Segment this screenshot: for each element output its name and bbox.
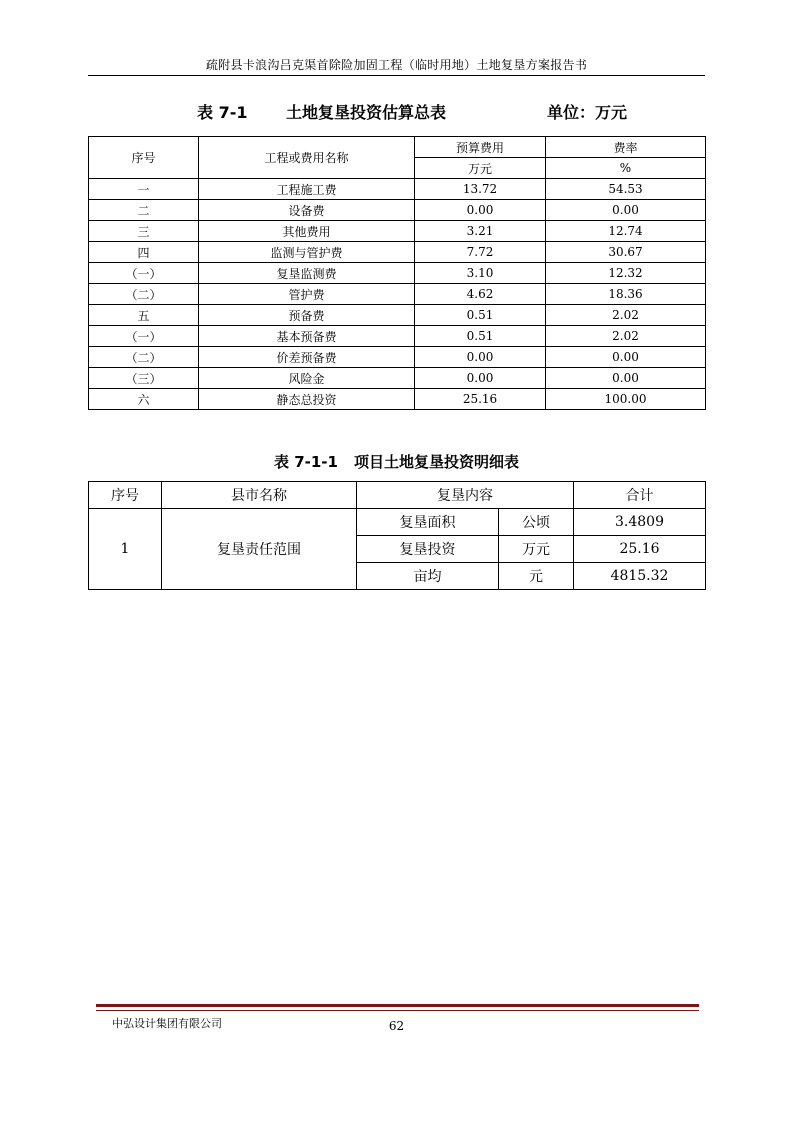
header-name: 工程或费用名称 xyxy=(199,137,415,179)
table-header-row xyxy=(89,137,706,158)
cell-name: 复垦监测费 xyxy=(199,263,415,284)
header-rate: 费率 xyxy=(546,137,706,158)
cell-budget: 0.51 xyxy=(415,305,546,326)
company-name: 中弘设计集团有限公司 xyxy=(112,1017,222,1030)
cell-seq: 二 xyxy=(89,200,199,221)
running-header: 疏附县卡浪沟吕克渠首除险加固工程（临时用地）土地复垦方案报告书 xyxy=(205,58,588,72)
cell-seq: （二） xyxy=(89,284,199,305)
cell-rate: 2.02 xyxy=(546,305,706,326)
cell-budget: 0.51 xyxy=(415,326,546,347)
cell-budget: 7.72 xyxy=(415,242,546,263)
cell-seq: （一） xyxy=(89,263,199,284)
table1-caption xyxy=(0,100,793,124)
page-number: 62 xyxy=(388,1019,405,1033)
table1-number: 表 7-1 xyxy=(197,103,248,122)
cell-seq: 四 xyxy=(89,242,199,263)
cell-budget: 0.00 xyxy=(415,368,546,389)
cell-rate: 0.00 xyxy=(546,200,706,221)
cell-unit: 元 xyxy=(499,563,574,590)
cell-rate: 18.36 xyxy=(546,284,706,305)
cell-name: 管护费 xyxy=(199,284,415,305)
cell-total: 4815.32 xyxy=(574,563,706,590)
table-row xyxy=(89,221,706,242)
cell-name: 预备费 xyxy=(199,305,415,326)
investment-detail-table xyxy=(88,481,706,590)
table-row xyxy=(89,347,706,368)
cell-budget: 0.00 xyxy=(415,347,546,368)
table-row xyxy=(89,326,706,347)
cell-name: 工程施工费 xyxy=(199,179,415,200)
cell-budget: 3.10 xyxy=(415,263,546,284)
footer-rule-thick xyxy=(96,1004,699,1007)
table-row xyxy=(89,242,706,263)
cell-name: 静态总投资 xyxy=(199,389,415,410)
table-header-row xyxy=(89,482,706,509)
table-row xyxy=(89,200,706,221)
table-row xyxy=(89,263,706,284)
cell-budget: 3.21 xyxy=(415,221,546,242)
table2-caption xyxy=(0,451,793,472)
cell-budget: 0.00 xyxy=(415,200,546,221)
table-row xyxy=(89,305,706,326)
cell-rate: 0.00 xyxy=(546,347,706,368)
table1-unit: 单位：万元 xyxy=(547,103,628,122)
table-row xyxy=(89,509,706,536)
cell-unit: 公顷 xyxy=(499,509,574,536)
cell-rate: 30.67 xyxy=(546,242,706,263)
cell-item: 复垦面积 xyxy=(357,509,499,536)
header-rule xyxy=(88,75,705,76)
cell-budget: 25.16 xyxy=(415,389,546,410)
cell-rate: 100.00 xyxy=(546,389,706,410)
table1-title: 土地复垦投资估算总表 xyxy=(286,103,447,122)
cell-item: 复垦投资 xyxy=(357,536,499,563)
cell-seq: 1 xyxy=(89,509,162,590)
header-total: 合计 xyxy=(574,482,706,509)
cell-seq: 六 xyxy=(89,389,199,410)
cell-name: 基本预备费 xyxy=(199,326,415,347)
cell-rate: 54.53 xyxy=(546,179,706,200)
table-row xyxy=(89,284,706,305)
table-row xyxy=(89,389,706,410)
cell-county: 复垦责任范围 xyxy=(162,509,357,590)
header-budget: 预算费用 xyxy=(415,137,546,158)
cell-seq: （三） xyxy=(89,368,199,389)
cell-rate: 2.02 xyxy=(546,326,706,347)
cell-seq: 三 xyxy=(89,221,199,242)
cell-budget: 4.62 xyxy=(415,284,546,305)
cell-name: 监测与管护费 xyxy=(199,242,415,263)
cell-unit: 万元 xyxy=(499,536,574,563)
cell-rate: 12.32 xyxy=(546,263,706,284)
table-row xyxy=(89,179,706,200)
cell-seq: （一） xyxy=(89,326,199,347)
header-rate-unit: % xyxy=(546,158,706,179)
header-seq: 序号 xyxy=(89,137,199,179)
cell-seq: 五 xyxy=(89,305,199,326)
footer-rule-thin xyxy=(96,1010,699,1011)
cell-name: 风险金 xyxy=(199,368,415,389)
cell-item: 亩均 xyxy=(357,563,499,590)
cell-budget: 13.72 xyxy=(415,179,546,200)
header-seq: 序号 xyxy=(89,482,162,509)
cell-name: 其他费用 xyxy=(199,221,415,242)
cell-rate: 0.00 xyxy=(546,368,706,389)
cell-seq: （二） xyxy=(89,347,199,368)
table2-number: 表 7-1-1 xyxy=(273,453,338,471)
table2-title: 项目土地复垦投资明细表 xyxy=(353,453,519,471)
cell-total: 3.4809 xyxy=(574,509,706,536)
cell-seq: 一 xyxy=(89,179,199,200)
table-row xyxy=(89,368,706,389)
header-content: 复垦内容 xyxy=(357,482,574,509)
cell-rate: 12.74 xyxy=(546,221,706,242)
cell-total: 25.16 xyxy=(574,536,706,563)
header-budget-unit: 万元 xyxy=(415,158,546,179)
cell-name: 设备费 xyxy=(199,200,415,221)
header-county: 县市名称 xyxy=(162,482,357,509)
cell-name: 价差预备费 xyxy=(199,347,415,368)
investment-summary-table xyxy=(88,136,706,410)
